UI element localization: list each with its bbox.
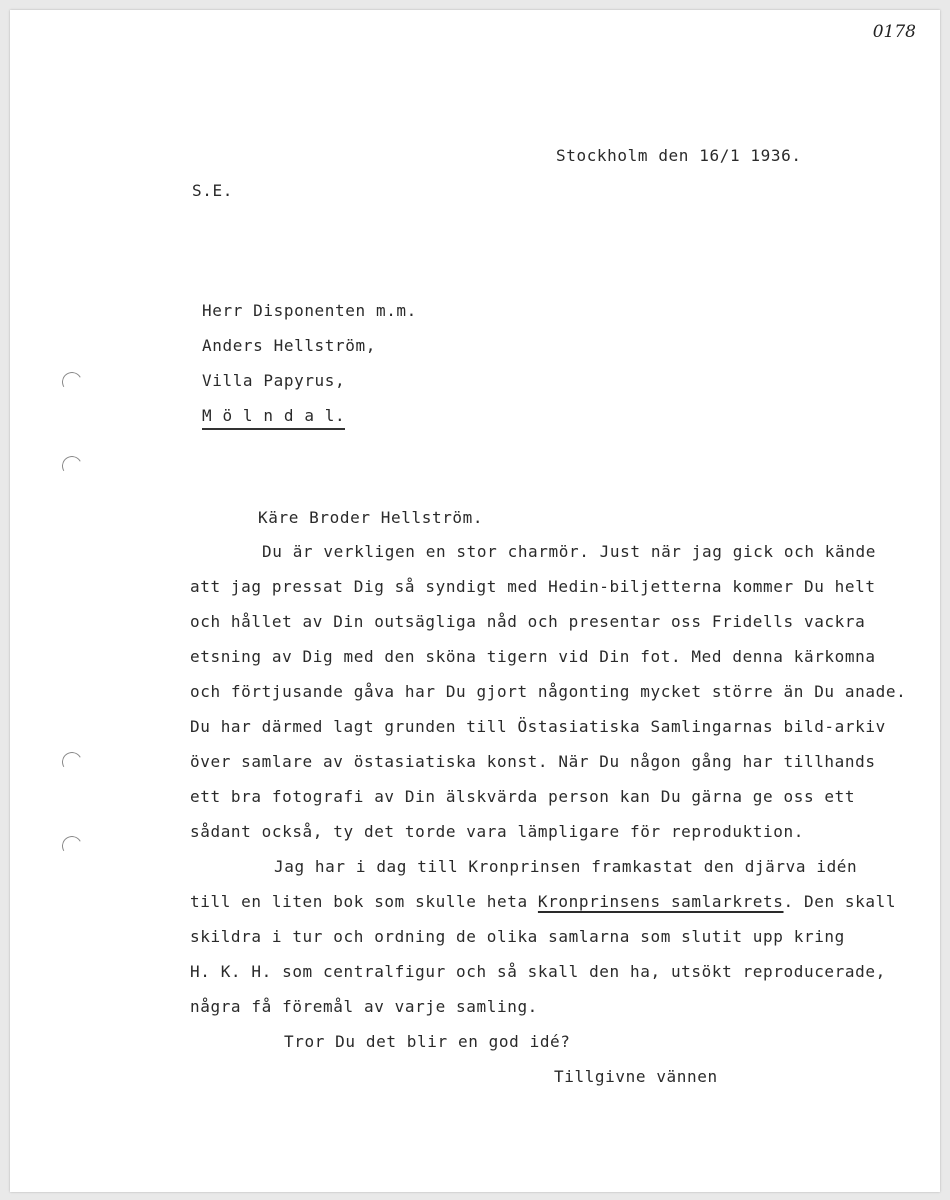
punch-hole-1 bbox=[60, 370, 84, 394]
address-line-3: Villa Papyrus, bbox=[202, 371, 346, 390]
archive-number: 0178 bbox=[872, 22, 916, 42]
closing-line: Tillgivne vännen bbox=[554, 1067, 718, 1086]
address-line-2: Anders Hellström, bbox=[202, 336, 376, 355]
address-line-1: Herr Disponenten m.m. bbox=[202, 301, 417, 320]
body-line: etsning av Dig med den sköna tigern vid Din fot. Med denna kärkomna bbox=[190, 647, 876, 666]
body-line: och förtjusande gåva har Du gjort någonting mycket större än Du anade. bbox=[190, 682, 907, 701]
body-line: att jag pressat Dig så syndigt med Hedin-biljetterna kommer Du helt bbox=[190, 577, 876, 596]
salutation-abbrev: S.E. bbox=[192, 181, 233, 200]
question-line: Tror Du det blir en god idé? bbox=[284, 1032, 571, 1051]
punch-hole-2 bbox=[60, 454, 84, 478]
book-title: Kronprinsens samlarkrets bbox=[537, 892, 784, 911]
para2-line-5: några få föremål av varje samling. bbox=[190, 997, 538, 1016]
body-line: Du är verkligen en stor charmör. Just när jag gick och kände bbox=[262, 542, 876, 561]
para2-line-3: skildra i tur och ordning de olika samlarna som slutit upp kring bbox=[190, 927, 845, 946]
date-line: Stockholm den 16/1 1936. bbox=[556, 146, 802, 165]
para2-line-2-before: till en liten bok som skulle heta bbox=[190, 892, 538, 911]
letter-page bbox=[10, 10, 940, 1192]
body-line: ett bra fotografi av Din älskvärda person kan Du gärna ge oss ett bbox=[190, 787, 856, 806]
para2-line-2 bbox=[190, 894, 896, 910]
greeting: Käre Broder Hellström. bbox=[258, 508, 484, 527]
para2-line-4: H. K. H. som centralfigur och så skall den ha, utsökt reproducerade, bbox=[190, 962, 886, 981]
address-line-4: M ö l n d a l. bbox=[202, 408, 345, 430]
body-line: över samlare av östasiatiska konst. När Du någon gång har tillhands bbox=[190, 752, 876, 771]
para2-line-1: Jag har i dag till Kronprinsen framkastat den djärva idén bbox=[274, 857, 858, 876]
para2-line-2-after: . Den skall bbox=[783, 892, 897, 911]
body-line: sådant också, ty det torde vara lämpligare för reproduktion. bbox=[190, 822, 804, 841]
punch-hole-3 bbox=[60, 750, 84, 774]
punch-hole-4 bbox=[60, 834, 84, 858]
body-line: Du har därmed lagt grunden till Östasiatiska Samlingarnas bild-arkiv bbox=[190, 717, 886, 736]
body-line: och hållet av Din outsägliga nåd och presentar oss Fridells vackra bbox=[190, 612, 866, 631]
